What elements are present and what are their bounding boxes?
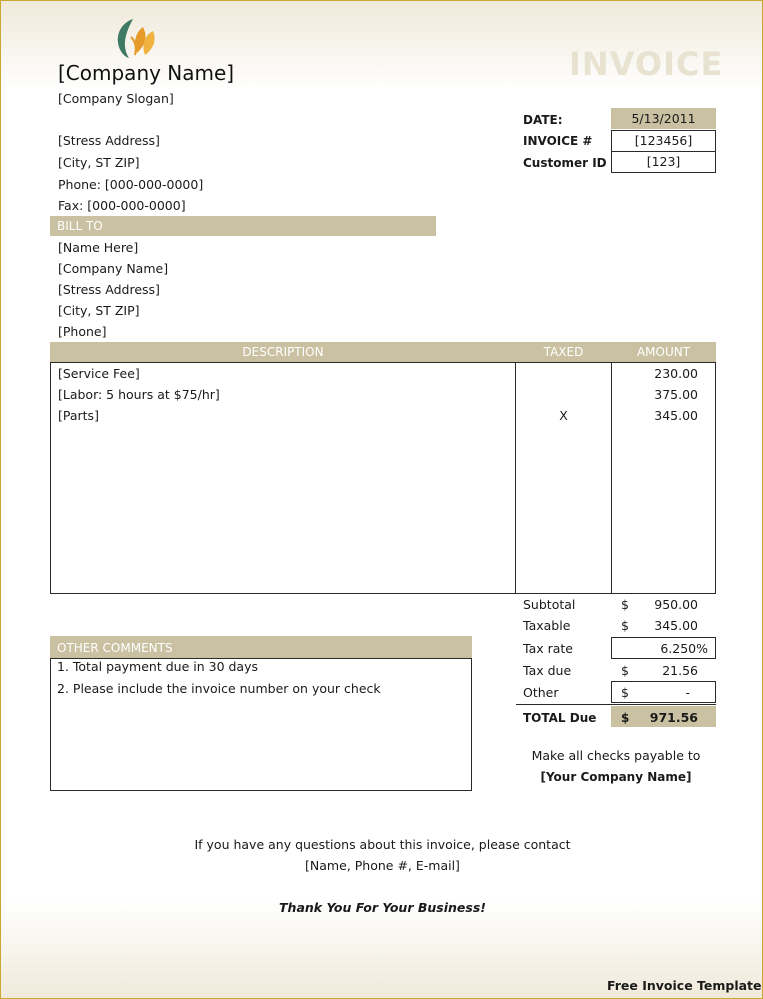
contact-details: [Name, Phone #, E-mail] bbox=[305, 858, 460, 873]
comment-line: 2. Please include the invoice number on your check bbox=[57, 681, 381, 696]
bill-to-phone: [Phone] bbox=[58, 324, 107, 339]
other-comments-box bbox=[50, 658, 472, 791]
date-label: DATE: bbox=[523, 113, 563, 127]
company-name: [Company Name] bbox=[58, 61, 235, 85]
total-divider bbox=[516, 704, 716, 705]
subtotal-value: 950.00 bbox=[654, 597, 698, 612]
bill-to-name: [Name Here] bbox=[58, 240, 139, 255]
subtotal-label: Subtotal bbox=[523, 597, 576, 612]
column-divider bbox=[611, 362, 612, 594]
other-value: - bbox=[685, 685, 690, 700]
table-row-amount: 345.00 bbox=[654, 408, 698, 423]
company-city-line: [City, ST ZIP] bbox=[58, 155, 140, 170]
bill-to-heading: BILL TO bbox=[50, 216, 436, 236]
table-row-taxed: X bbox=[559, 408, 568, 423]
company-slogan: [Company Slogan] bbox=[58, 91, 174, 106]
table-row-description: [Parts] bbox=[58, 408, 99, 423]
taxed-column-header: TAXED bbox=[516, 342, 611, 362]
total-due-currency: $ bbox=[621, 711, 630, 725]
table-row-amount: 375.00 bbox=[654, 387, 698, 402]
customer-id-label: Customer ID bbox=[523, 156, 607, 170]
total-due-label: TOTAL Due bbox=[523, 711, 597, 725]
company-fax-line: Fax: [000-000-0000] bbox=[58, 198, 186, 213]
total-due-value: 971.56 bbox=[649, 710, 698, 725]
tax-rate-label: Tax rate bbox=[523, 641, 573, 656]
template-label: Free Invoice Template bbox=[607, 978, 762, 993]
contact-text: If you have any questions about this invoice, please contact bbox=[194, 837, 571, 852]
payable-instruction: Make all checks payable to bbox=[531, 748, 701, 763]
company-address-line: [Stress Address] bbox=[58, 133, 160, 148]
tax-due-value: 21.56 bbox=[662, 663, 698, 678]
company-phone-line: Phone: [000-000-0000] bbox=[58, 177, 204, 192]
comment-line: 1. Total payment due in 30 days bbox=[57, 659, 258, 674]
tax-due-label: Tax due bbox=[523, 663, 572, 678]
tax-due-currency: $ bbox=[621, 663, 629, 678]
amount-column-header: AMOUNT bbox=[611, 342, 716, 362]
tax-rate-value: 6.250% bbox=[660, 641, 708, 656]
description-column-header: DESCRIPTION bbox=[50, 342, 516, 362]
column-divider bbox=[515, 362, 516, 594]
customer-id-value: [123] bbox=[611, 151, 716, 173]
other-currency: $ bbox=[621, 685, 629, 700]
invoice-number-label: INVOICE # bbox=[523, 134, 593, 148]
table-row-description: [Labor: 5 hours at $75/hr] bbox=[58, 387, 220, 402]
date-value: 5/13/2011 bbox=[611, 108, 716, 129]
invoice-title: INVOICE bbox=[569, 45, 724, 83]
payable-company: [Your Company Name] bbox=[540, 770, 692, 784]
taxable-currency: $ bbox=[621, 618, 629, 633]
table-row-description: [Service Fee] bbox=[58, 366, 140, 381]
bill-to-address: [Stress Address] bbox=[58, 282, 160, 297]
taxable-label: Taxable bbox=[523, 618, 571, 633]
other-label: Other bbox=[523, 685, 559, 700]
invoice-number-value: [123456] bbox=[611, 130, 716, 152]
bill-to-city: [City, ST ZIP] bbox=[58, 303, 140, 318]
table-row-amount: 230.00 bbox=[654, 366, 698, 381]
bill-to-company: [Company Name] bbox=[58, 261, 169, 276]
company-logo-icon bbox=[113, 17, 161, 59]
other-comments-heading: OTHER COMMENTS bbox=[50, 636, 472, 658]
subtotal-currency: $ bbox=[621, 597, 629, 612]
thank-you-text: Thank You For Your Business! bbox=[279, 900, 486, 915]
taxable-value: 345.00 bbox=[654, 618, 698, 633]
